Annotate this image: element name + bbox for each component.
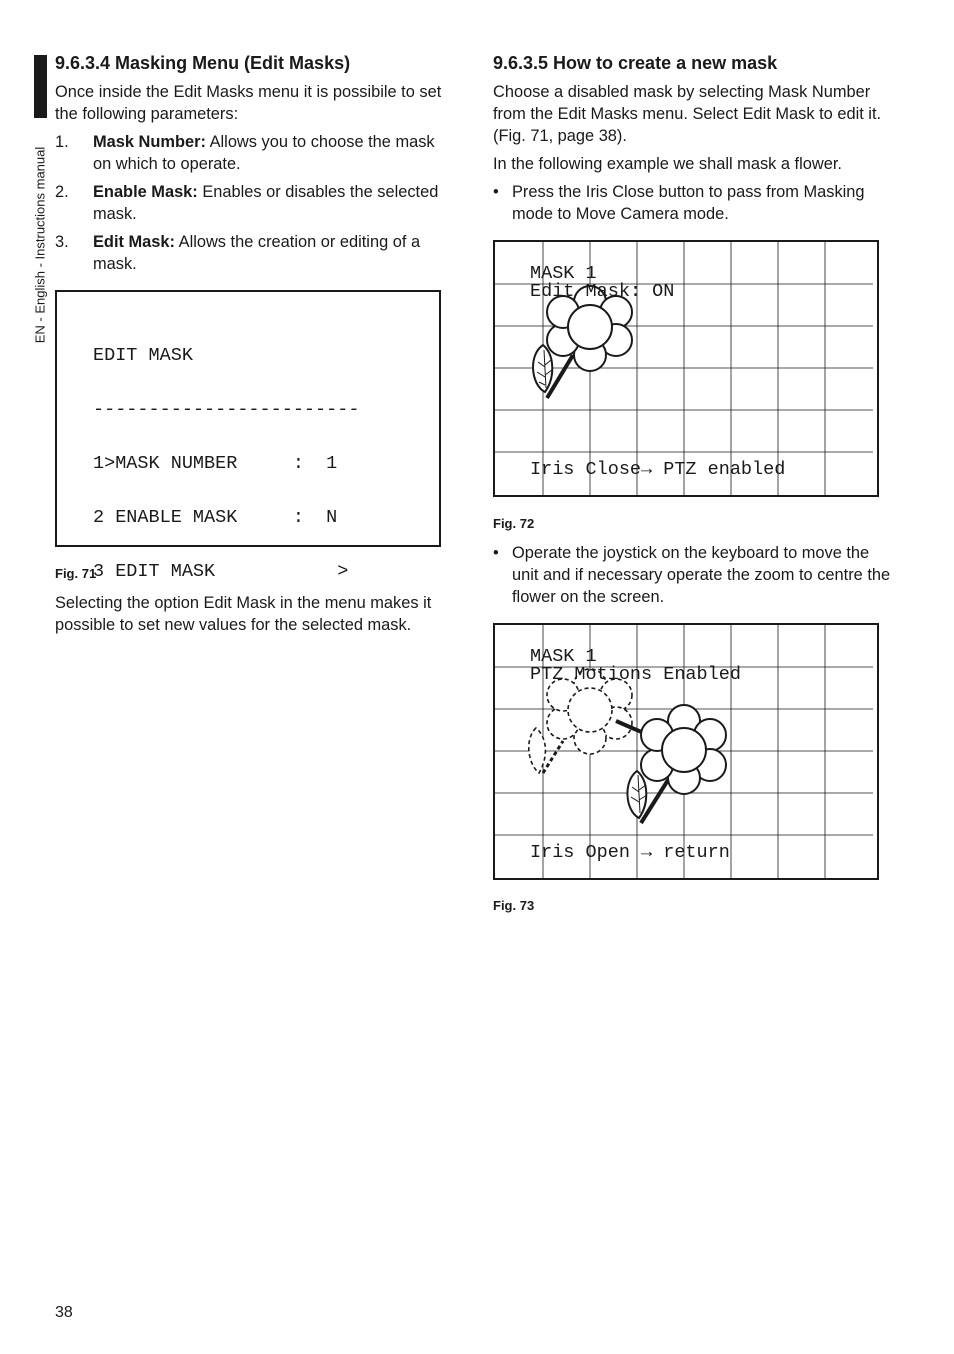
list-term: Enable Mask: (93, 183, 198, 201)
list-text: Allows you to choose the mask on which to operate. (93, 133, 435, 173)
list-item-enable-mask (55, 181, 455, 225)
list-text: Enables or disables the selected mask. (93, 183, 439, 223)
menu-line-edit-mask: 3 EDIT MASK > (93, 561, 349, 582)
figure-72-screen (493, 240, 879, 497)
bullet-mark: • (493, 544, 499, 562)
screen-line-edit-mask: Edit Mask: ON (530, 281, 675, 302)
screen-line-mask: MASK 1 (530, 646, 597, 667)
menu-line-mask-number: 1>MASK NUMBER : 1 (93, 453, 338, 474)
screen-line-mask: MASK 1 (530, 263, 597, 284)
list-text: Allows the creation or editing of a mask. (93, 233, 421, 273)
menu-title: EDIT MASK (93, 345, 193, 366)
list-item-mask-number (55, 131, 455, 175)
bullet-joystick (493, 542, 893, 608)
section-marker-bar (34, 55, 47, 118)
bullet-mark: • (493, 183, 499, 201)
list-number: 3. (55, 233, 69, 251)
menu-divider: ------------------------ (93, 399, 360, 420)
after-text: Selecting the option Edit Mask in the menu makes it possible to set new values for the selected mask. (55, 594, 432, 634)
section-heading-masking-menu: 9.6.3.4 Masking Menu (Edit Masks) (55, 53, 351, 73)
screen-line-ptz-motions: PTZ Motions Enabled (530, 664, 741, 685)
screen-line-iris-open: Iris Open → return (530, 842, 730, 863)
bullet-joystick-block (493, 542, 893, 614)
bullet-text: Press the Iris Close button to pass from Masking mode to Move Camera mode. (512, 183, 865, 223)
right-column (493, 50, 893, 231)
section-heading-new-mask: 9.6.3.5 How to create a new mask (493, 53, 778, 73)
after-paragraph (55, 592, 455, 642)
screen-line-iris-close: Iris Close→ PTZ enabled (530, 459, 786, 480)
list-number: 2. (55, 183, 69, 201)
paragraph-example: In the following example we shall mask a flower. (493, 155, 842, 173)
sidebar-label: EN - English - Instructions manual (32, 146, 48, 344)
left-column (55, 50, 455, 281)
page-number: 38 (55, 1304, 73, 1321)
menu-line-enable-mask: 2 ENABLE MASK : N (93, 507, 338, 528)
menu-lines (93, 311, 359, 617)
figure-caption-71: Fig. 71 (55, 566, 97, 581)
bullet-text: Operate the joystick on the keyboard to move the unit and if necessary operate the zoom to centre the flower on the screen. (512, 544, 891, 606)
list-term: Mask Number: (93, 133, 206, 151)
figure-caption-73: Fig. 73 (493, 898, 535, 913)
list-term: Edit Mask: (93, 233, 175, 251)
list-item-edit-mask (55, 231, 455, 275)
bullet-iris-close (493, 181, 893, 225)
paragraph-choose-mask: Choose a disabled mask by selecting Mask Number from the Edit Masks menu. Select Edit Mask to edit it. (Fig. 71, page 38). (493, 83, 882, 145)
list-number: 1. (55, 133, 69, 151)
intro-paragraph: Once inside the Edit Masks menu it is possibile to set the following parameters: (55, 83, 442, 123)
figure-caption-72: Fig. 72 (493, 516, 535, 531)
figure-73-screen (493, 623, 879, 880)
